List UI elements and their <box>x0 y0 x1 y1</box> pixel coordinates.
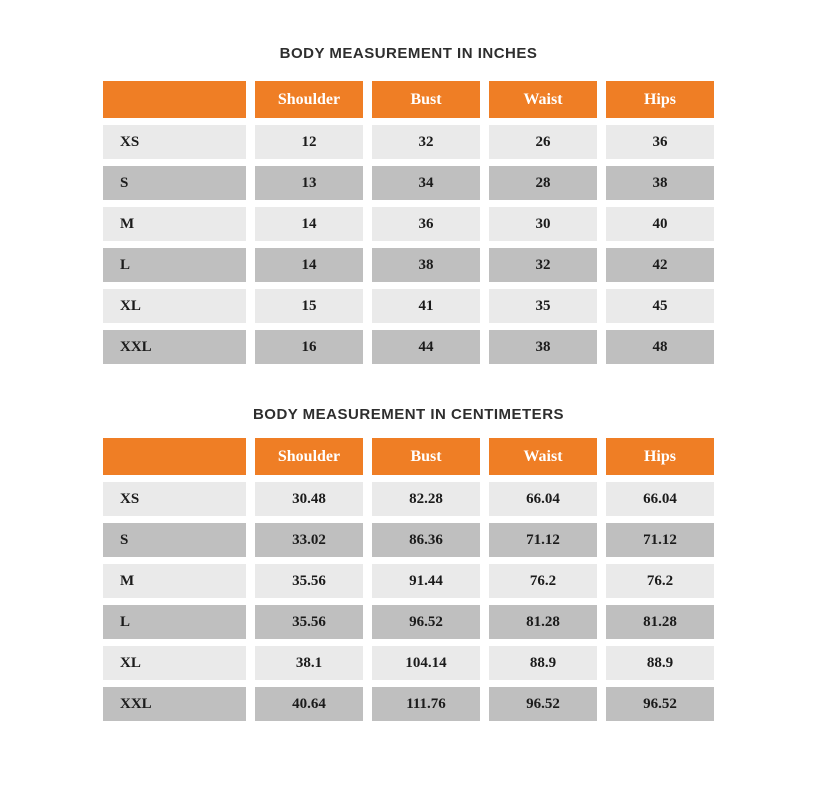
value-cell: 13 <box>255 166 363 200</box>
value-cell: 28 <box>489 166 597 200</box>
inches-measurement-table <box>103 81 714 364</box>
inches-table-title: BODY MEASUREMENT IN INCHES <box>279 45 538 62</box>
column-header-waist: Waist <box>489 81 597 118</box>
column-header-shoulder: Shoulder <box>255 438 363 475</box>
value-cell: 14 <box>255 248 363 282</box>
value-cell: 35.56 <box>255 605 363 639</box>
row-label-xxl: XXL <box>103 330 246 364</box>
value-cell: 91.44 <box>372 564 480 598</box>
value-cell: 81.28 <box>606 605 714 639</box>
column-header-shoulder: Shoulder <box>255 81 363 118</box>
value-cell: 88.9 <box>489 646 597 680</box>
value-cell: 40 <box>606 207 714 241</box>
value-cell: 104.14 <box>372 646 480 680</box>
value-cell: 35.56 <box>255 564 363 598</box>
value-cell: 88.9 <box>606 646 714 680</box>
value-cell: 48 <box>606 330 714 364</box>
row-label-xs: XS <box>103 482 246 516</box>
value-cell: 35 <box>489 289 597 323</box>
value-cell: 38 <box>489 330 597 364</box>
row-label-xl: XL <box>103 646 246 680</box>
value-cell: 32 <box>372 125 480 159</box>
value-cell: 41 <box>372 289 480 323</box>
value-cell: 71.12 <box>606 523 714 557</box>
corner-header-cell <box>103 81 246 118</box>
value-cell: 96.52 <box>606 687 714 721</box>
value-cell: 38 <box>372 248 480 282</box>
value-cell: 38 <box>606 166 714 200</box>
value-cell: 26 <box>489 125 597 159</box>
inches-section <box>103 0 714 364</box>
value-cell: 96.52 <box>372 605 480 639</box>
value-cell: 42 <box>606 248 714 282</box>
value-cell: 82.28 <box>372 482 480 516</box>
centimeters-section <box>103 364 714 721</box>
value-cell: 16 <box>255 330 363 364</box>
row-label-xs: XS <box>103 125 246 159</box>
column-header-bust: Bust <box>372 81 480 118</box>
column-header-hips: Hips <box>606 81 714 118</box>
row-label-xl: XL <box>103 289 246 323</box>
column-header-bust: Bust <box>372 438 480 475</box>
value-cell: 38.1 <box>255 646 363 680</box>
value-cell: 33.02 <box>255 523 363 557</box>
value-cell: 66.04 <box>606 482 714 516</box>
value-cell: 36 <box>372 207 480 241</box>
value-cell: 81.28 <box>489 605 597 639</box>
centimeters-table-title: BODY MEASUREMENT IN CENTIMETERS <box>252 406 565 423</box>
row-label-m: M <box>103 564 246 598</box>
row-label-l: L <box>103 248 246 282</box>
row-label-s: S <box>103 166 246 200</box>
value-cell: 96.52 <box>489 687 597 721</box>
value-cell: 44 <box>372 330 480 364</box>
value-cell: 86.36 <box>372 523 480 557</box>
value-cell: 36 <box>606 125 714 159</box>
row-label-m: M <box>103 207 246 241</box>
value-cell: 30.48 <box>255 482 363 516</box>
column-header-hips: Hips <box>606 438 714 475</box>
column-header-waist: Waist <box>489 438 597 475</box>
value-cell: 12 <box>255 125 363 159</box>
corner-header-cell <box>103 438 246 475</box>
value-cell: 45 <box>606 289 714 323</box>
value-cell: 76.2 <box>606 564 714 598</box>
value-cell: 30 <box>489 207 597 241</box>
value-cell: 40.64 <box>255 687 363 721</box>
value-cell: 14 <box>255 207 363 241</box>
centimeters-measurement-table <box>103 438 714 721</box>
value-cell: 71.12 <box>489 523 597 557</box>
value-cell: 34 <box>372 166 480 200</box>
row-label-s: S <box>103 523 246 557</box>
value-cell: 32 <box>489 248 597 282</box>
value-cell: 66.04 <box>489 482 597 516</box>
value-cell: 111.76 <box>372 687 480 721</box>
value-cell: 76.2 <box>489 564 597 598</box>
row-label-xxl: XXL <box>103 687 246 721</box>
value-cell: 15 <box>255 289 363 323</box>
row-label-l: L <box>103 605 246 639</box>
